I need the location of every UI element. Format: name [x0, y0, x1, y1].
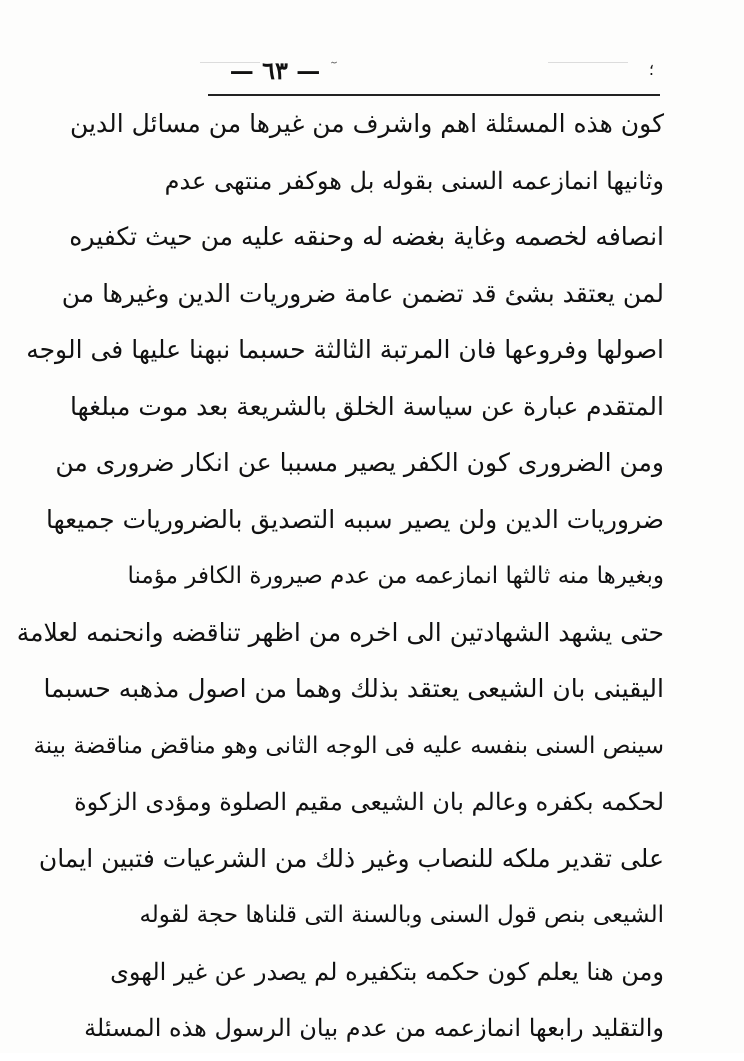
- text-line: والتقليد رابعها انمازعمه من عدم بيان الرسول هذه المسئلة: [84, 1014, 664, 1042]
- text-line: ومن هنا يعلم كون حكمه بتكفيره لم يصدر عن غير الهوى: [110, 957, 664, 986]
- text-line: حتى يشهد الشهادتين الى اخره من اظهر تناقضه وانحنمه لعلامة: [16, 617, 664, 647]
- text-line: المتقدم عبارة عن سياسة الخلق بالشريعة بعد موت مبلغها: [70, 391, 664, 421]
- body-text: [16, 100, 664, 1061]
- text-line: انصافه لخصمه وغاية بغضه له وحنقه عليه من حيث تكفيره: [69, 222, 664, 251]
- text-line: كون هذه المسئلة اهم واشرف من غيرها من مسائل الدين: [69, 109, 664, 138]
- text-line: ضروريات الدين ولن يصير سببه التصديق بالضروريات جميعها: [45, 504, 664, 534]
- text-line: اليقينى بان الشيعى يعتقد بذلك وهما من اصول مذهبه حسبما: [43, 674, 664, 703]
- text-line: اصولها وفروعها فان المرتبة الثالثة حسبما نبهنا عليها فى الوجه: [26, 335, 664, 364]
- text-line: وبغيرها منه ثالثها انمازعمه من عدم صيرورة الكافر مؤمنا: [127, 563, 664, 589]
- text-line: ومن الضرورى كون الكفر يصير مسببا عن انكار ضرورى من: [55, 448, 664, 477]
- page-header: [0, 52, 744, 92]
- header-rule: [208, 94, 660, 96]
- text-line: الشيعى بنص قول السنى وبالسنة التى قلناها حجة لقوله: [139, 902, 664, 928]
- text-line: لحكمه بكفره وعالم بان الشيعى مقيم الصلوة ومؤدى الزكوة: [74, 788, 664, 816]
- text-line: لمن يعتقد بشئ قد تضمن عامة ضروريات الدين وغيرها من: [61, 278, 664, 308]
- text-line: سينص السنى بنفسه عليه فى الوجه الثانى وهو مناقض مناقضة بينة: [33, 732, 664, 759]
- header-dot: ؛: [648, 60, 654, 79]
- text-line: وثانيها انمازعمه السنى بقوله بل هوكفر منتهى عدم: [164, 166, 664, 195]
- text-line: على تقدير ملكه للنصاب وغير ذلك من الشرعيات فتبين ايمان: [38, 843, 664, 873]
- page-number: — ٦٣ —: [229, 56, 321, 85]
